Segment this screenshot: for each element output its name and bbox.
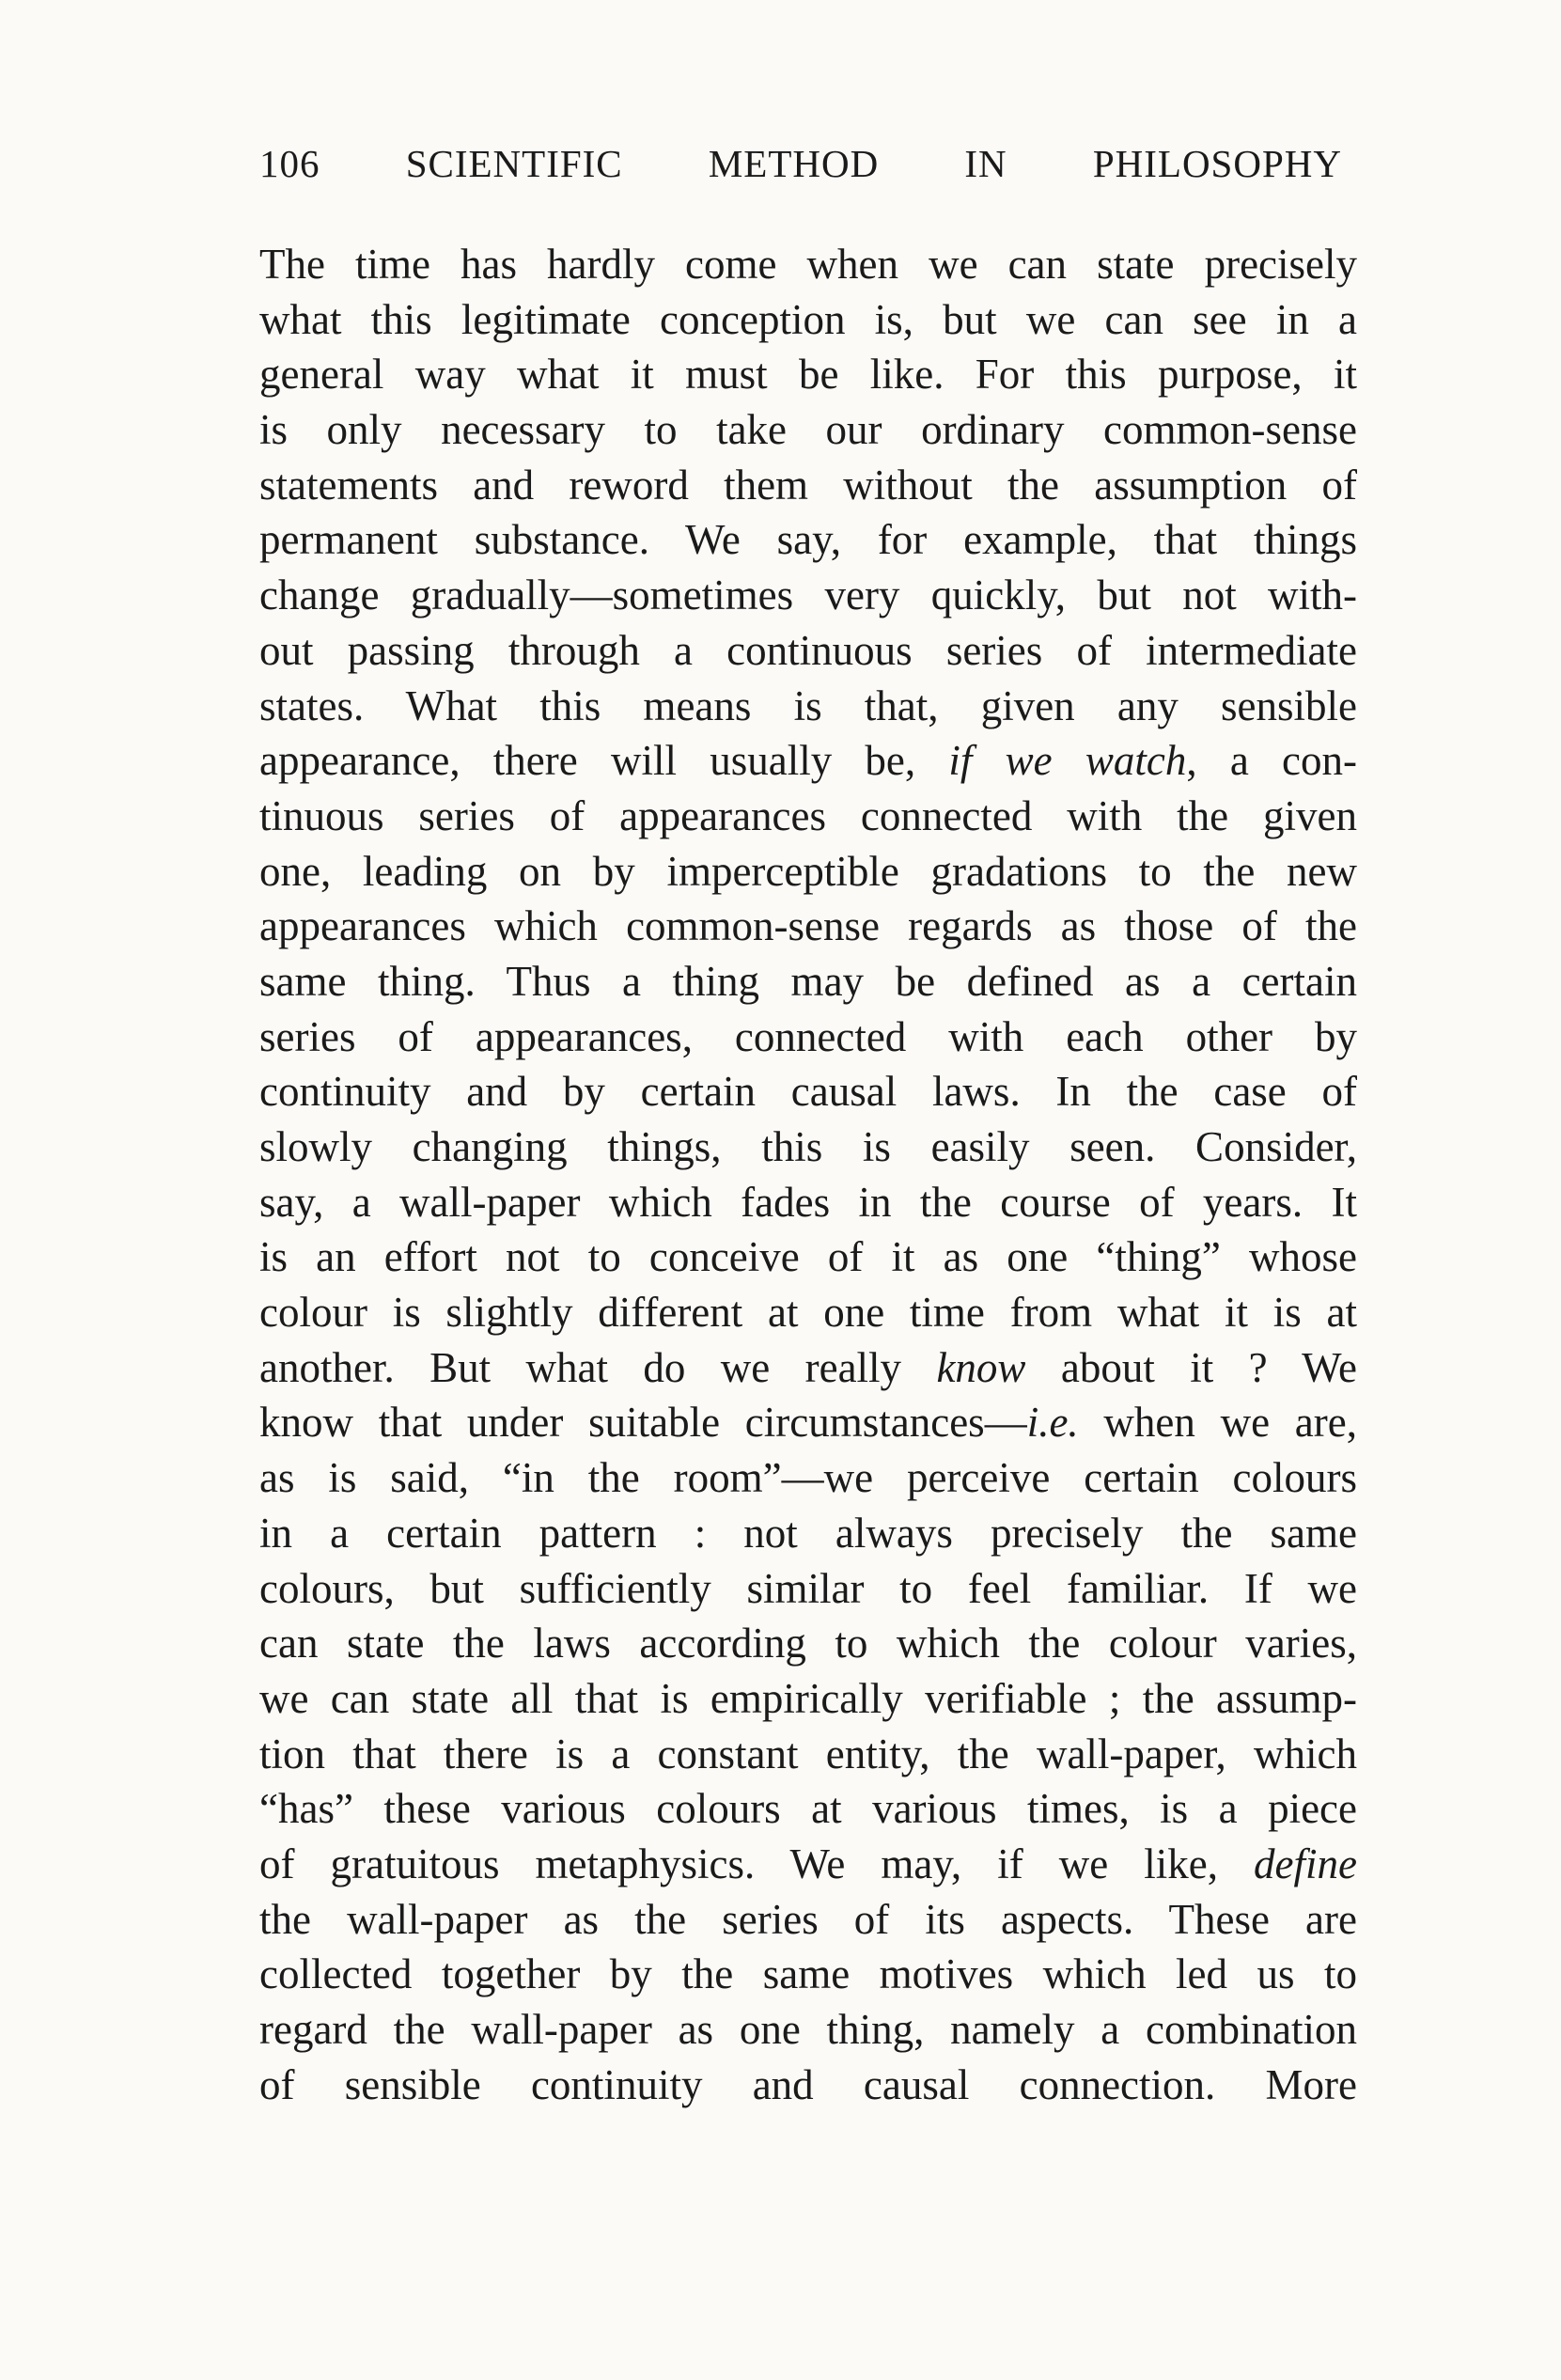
text-line	[259, 623, 1357, 679]
text-line	[259, 679, 1357, 734]
text-line	[259, 1781, 1357, 1837]
text-line	[259, 733, 1357, 789]
text-line	[259, 1561, 1357, 1617]
text-line	[259, 1120, 1357, 1175]
body-text	[259, 237, 1357, 2112]
text-line	[259, 789, 1357, 844]
text-segment: one, leading on by imperceptible gradations to the new	[259, 847, 1357, 895]
running-header	[259, 141, 1342, 186]
text-segment: change gradually—sometimes very quickly, but not with-	[259, 572, 1357, 619]
text-line	[259, 1727, 1357, 1782]
text-line	[259, 402, 1357, 458]
text-line	[259, 2058, 1357, 2113]
italic-text: know	[936, 1343, 1026, 1391]
text-segment: of gratuitous metaphysics. We may, if we like,	[259, 1840, 1255, 1887]
text-line	[259, 1285, 1357, 1340]
text-line	[259, 899, 1357, 954]
text-segment: The time has hardly come when we can state precisely	[259, 241, 1357, 288]
italic-text: if we watch	[948, 737, 1187, 785]
page-number: 106	[259, 142, 320, 185]
text-segment: appearance, there will usually be,	[259, 737, 949, 785]
running-title: SCIENTIFIC METHOD IN PHILOSOPHY	[405, 142, 1342, 185]
text-segment: appearances which common-sense regards as those of the	[259, 902, 1357, 950]
text-line	[259, 1340, 1357, 1396]
text-segment: slowly changing things, this is easily seen. Consider,	[259, 1123, 1357, 1170]
text-segment: what this legitimate conception is, but we can see in a	[259, 295, 1357, 343]
text-line	[259, 1395, 1357, 1450]
text-segment: as is said, “in the room”—we perceive certain colours	[259, 1454, 1357, 1502]
text-segment: , a con-	[1186, 737, 1357, 785]
text-segment: tinuous series of appearances connected with the given	[259, 791, 1357, 839]
text-segment: series of appearances, connected with each other by	[259, 1012, 1357, 1060]
text-line	[259, 347, 1357, 402]
text-line	[259, 844, 1357, 900]
text-segment: states. What this means is that, given any sensible	[259, 681, 1357, 729]
text-segment: another. But what do we really	[259, 1343, 937, 1391]
text-segment: can state the laws according to which the colour varies,	[259, 1620, 1357, 1668]
text-segment: in a certain pattern : not always precisely the same	[259, 1509, 1357, 1557]
text-line	[259, 1229, 1357, 1285]
text-segment: colour is slightly different at one time from what it is at	[259, 1289, 1357, 1337]
text-segment: the wall-paper as the series of its aspects. These are	[259, 1895, 1357, 1943]
text-line	[259, 1064, 1357, 1120]
text-segment: when we are,	[1078, 1399, 1357, 1447]
text-line	[259, 512, 1357, 568]
text-line	[259, 1450, 1357, 1506]
text-segment: permanent substance. We say, for example, that things	[259, 516, 1357, 564]
text-segment: out passing through a continuous series of intermediate	[259, 626, 1357, 674]
text-line	[259, 568, 1357, 623]
text-segment: “has” these various colours at various times, is a piece	[259, 1785, 1357, 1833]
text-segment: general way what it must be like. For this purpose, it	[259, 351, 1357, 399]
text-segment: is an effort not to conceive of it as one “thing” whose	[259, 1233, 1357, 1281]
text-line	[259, 2002, 1357, 2058]
text-segment: is only necessary to take our ordinary common-sense	[259, 406, 1357, 454]
italic-text: i.e.	[1026, 1399, 1079, 1447]
text-segment: same thing. Thus a thing may be defined as a certain	[259, 957, 1357, 1005]
text-line	[259, 1175, 1357, 1230]
text-segment: colours, but sufficiently similar to feel familiar. If we	[259, 1564, 1357, 1612]
text-segment: regard the wall-paper as one thing, namely a combination	[259, 2006, 1357, 2053]
text-segment: we can state all that is empirically verifiable ; the assump-	[259, 1674, 1357, 1722]
text-segment: tion that there is a constant entity, the wall-paper, which	[259, 1730, 1357, 1777]
text-segment: know that under suitable circumstances—	[259, 1399, 1027, 1447]
text-line	[259, 1010, 1357, 1065]
text-segment: about it ? We	[1025, 1343, 1357, 1391]
text-line	[259, 292, 1357, 348]
text-line	[259, 954, 1357, 1010]
text-line	[259, 1892, 1357, 1948]
italic-text: define	[1254, 1840, 1357, 1887]
text-line	[259, 1506, 1357, 1561]
text-line	[259, 1947, 1357, 2002]
text-line	[259, 1837, 1357, 1892]
text-line	[259, 1616, 1357, 1671]
text-segment: of sensible continuity and causal connection. More	[259, 2060, 1357, 2108]
text-segment: continuity and by certain causal laws. In the case of	[259, 1068, 1357, 1116]
text-segment: say, a wall-paper which fades in the course of years. It	[259, 1178, 1357, 1226]
text-segment: statements and reword them without the assumption of	[259, 461, 1357, 509]
text-line	[259, 1671, 1357, 1727]
text-line	[259, 458, 1357, 513]
text-segment: collected together by the same motives which led us to	[259, 1950, 1357, 1998]
text-line	[259, 237, 1357, 292]
